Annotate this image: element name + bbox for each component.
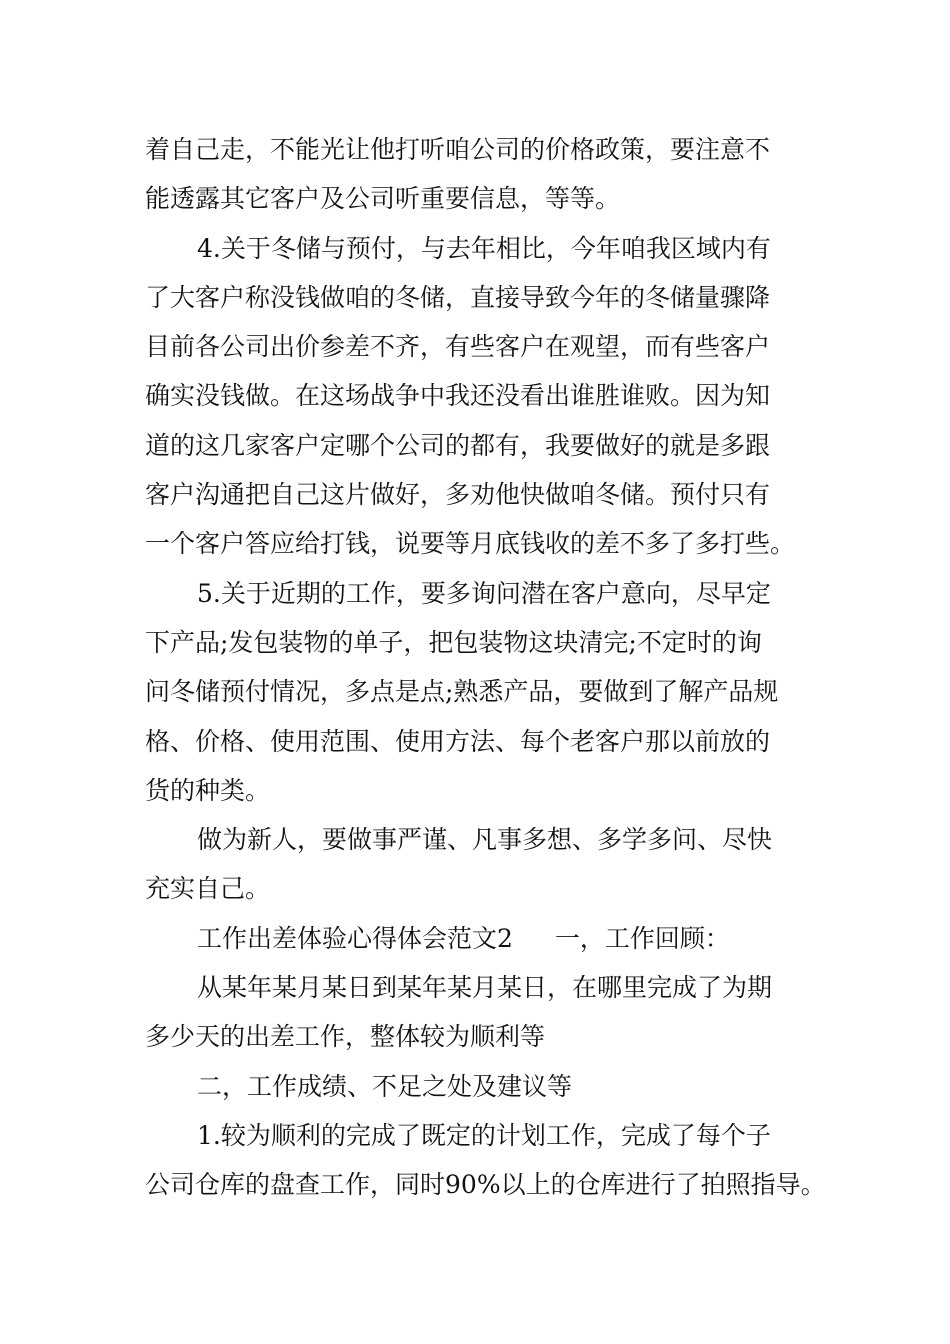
text-line: 着自己走，不能光让他打听咱公司的价格政策，要注意不 — [145, 135, 771, 164]
text-line: 了大客户称没钱做咱的冬储，直接导致今年的冬储量骤降 — [145, 282, 771, 312]
section-title: 工作出差体验心得体会范文2 — [197, 923, 513, 953]
paragraph-5-start: 5.关于近期的工作，要多询问潜在客户意向，尽早定 — [197, 578, 771, 608]
document-body — [145, 125, 825, 1210]
paragraph-4-start: 4.关于冬储与预付，与去年相比，今年咱我区域内有 — [197, 233, 771, 263]
text-line: 道的这几家客户定哪个公司的都有，我要做好的就是多跟 — [145, 430, 771, 460]
text-line: 客户沟通把自己这片做好，多劝他快做咱冬储。预付只有 — [145, 480, 771, 510]
text-line: 确实没钱做。在这场战争中我还没看出谁胜谁败。因为知 — [145, 381, 771, 411]
text-line: 充实自己。 — [145, 874, 271, 904]
text-line: 一个客户答应给打钱，说要等月底钱收的差不多了多打些。 — [145, 529, 796, 559]
text-line: 货的种类。 — [145, 775, 271, 805]
text-line: 多少天的出差工作，整体较为顺利等 — [145, 1022, 546, 1052]
text-line: 公司仓库的盘查工作，同时90%以上的仓库进行了拍照指导。 — [145, 1170, 826, 1200]
text-line: 格、价格、使用范围、使用方法、每个老客户那以前放的 — [145, 726, 771, 756]
subsection-heading: 二，工作成绩、不足之处及建议等 — [197, 1071, 573, 1101]
text-line: 下产品;发包装物的单子，把包装物这块清完;不定时的询 — [145, 627, 762, 657]
paragraph-review-start: 从某年某月某日到某年某月某日，在哪里完成了为期 — [197, 973, 773, 1003]
paragraph-newcomer-start: 做为新人，要做事严谨、凡事多想、多学多问、尽快 — [197, 825, 773, 855]
section-heading-line — [145, 914, 825, 963]
text-line: 目前各公司出价参差不齐，有些客户在观望，而有些客户 — [145, 332, 771, 362]
text-line: 能透露其它客户及公司听重要信息，等等。 — [145, 184, 621, 214]
paragraph-1-start: 1.较为顺利的完成了既定的计划工作，完成了每个子 — [197, 1120, 771, 1150]
text-line: 问冬储预付情况，多点是点;熟悉产品，要做到了解产品规 — [145, 677, 779, 707]
subsection-heading: 一，工作回顾： — [554, 923, 730, 953]
